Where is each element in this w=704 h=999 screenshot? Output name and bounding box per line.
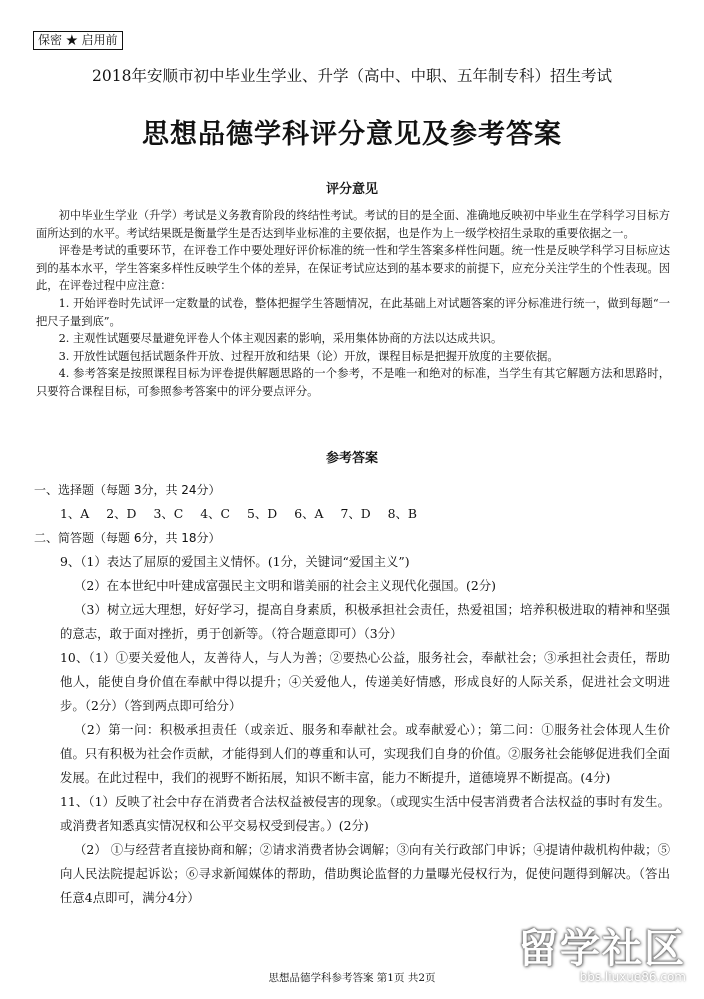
- answers-section: [34, 478, 670, 910]
- answer-q10-part1: 10、（1）①要关爱他人，友善待人，与人为善；②要热心公益，服务社会，奉献社会；③承担社会责任，帮助他人，能使自身价值在奉献中得以提升；④关爱他人，传递美好情感，形成良好的人际关系，促进社会文明进步。（2分）（答到两点即可给分）: [60, 650, 670, 713]
- criteria-item: 2. 主观性试题要尽量避免评卷人个体主观因素的影响，采用集体协商的方法以达成共识。: [58, 332, 503, 346]
- choice-answer: 8、B: [387, 506, 418, 521]
- criteria-paragraph: 初中毕业生学业（升学）考试是义务教育阶段的终结性考试。考试的目的是全面、准确地反映初中毕业生在学科学习目标方面所达到的水平。考试结果既是衡量学生是否达到毕业标准的主要依据，也是作为上一级学校招生录取的重要依据之一。: [36, 209, 670, 240]
- criteria-paragraph: 评卷是考试的重要环节，在评卷工作中要处理好评价标准的统一性和学生答案多样性问题。统一性是反映学科学习目标应达到的基本水平，学生答案多样性反映学生个体的差异，在保证考试应达到的基本要求的前提下，应充分关注学生的个性表现。因此，在评卷过程中应注意：: [36, 244, 670, 293]
- page-footer: 思想品德学科参考答案 第1页 共2页: [268, 972, 436, 984]
- answer-q11-part2: （2） ①与经营者直接协商和解；②请求消费者协会调解；③向有关行政部门申诉；④提请仲裁机构仲裁；⑤向人民法院提起诉讼；⑥寻求新闻媒体的帮助，借助舆论监督的力量曝光侵权行为，促使问题得到解决。（答出任意4点即可，满分4分）: [60, 842, 670, 905]
- section-heading: 二、简答题（每题 6分，共 18分）: [34, 531, 221, 545]
- choice-answer: 1、A: [60, 506, 90, 521]
- watermark-url: bbs.liuxue86.com: [579, 970, 686, 984]
- choice-answer: 7、D: [340, 506, 371, 521]
- choice-answer: 3、C: [153, 506, 184, 521]
- criteria-item: 4. 参考答案是按照课程目标为评卷提供解题思路的一个参考，不是唯一和绝对的标准，当学生有其它解题方法和思路时，只要符合课程目标，可参照参考答案中的评分要点评分。: [36, 367, 670, 398]
- choice-answers: [34, 502, 670, 526]
- watermark-logo: [518, 928, 686, 984]
- choice-answer: 2、D: [106, 506, 137, 521]
- answer-q9-part1: 9、（1）表达了屈原的爱国主义情怀。(1分，关键词“爱国主义”): [60, 554, 410, 569]
- page-title: 思想品德学科评分意见及参考答案: [142, 119, 562, 150]
- watermark-logo-text: 留学社区: [518, 926, 686, 972]
- answer-q10-part2: （2）第一问：积极承担责任（或亲近、服务和奉献社会。或奉献爱心）；第二问：①服务社会体现人生价值。只有积极为社会作贡献，才能得到人们的尊重和认可，实现我们自身的价值。②服务社会能够促进我们全面发展。在此过程中，我们的视野不断拓展，知识不断丰富，能力不断提升，道德境界不断提高。(4分): [60, 722, 670, 785]
- answer-q9-part2: （2）在本世纪中叶建成富强民主文明和谐美丽的社会主义现代化强国。(2分): [74, 578, 496, 593]
- criteria-section: [36, 207, 670, 401]
- criteria-item: 1. 开始评卷时先试评一定数量的试卷，整体把握学生答题情况，在此基础上对试题答案的评分标准进行统一，做到每题“一把尺子量到底”。: [36, 296, 670, 328]
- exam-title: 2018年安顺市初中毕业生学业、升学（高中、中职、五年制专科）招生考试: [92, 67, 612, 85]
- answers-heading: 参考答案: [325, 451, 378, 466]
- answer-q11-part1: 11、（1）反映了社会中存在消费者合法权益被侵害的现象。（或现实生活中侵害消费者合法权益的事时有发生。或消费者知悉真实情况权和公平交易权受到侵害。）(2分): [60, 794, 670, 833]
- answer-q9-part3: （3）树立远大理想，好好学习，提高自身素质，积极承担社会责任，热爱祖国；培养积极进取的精神和坚强的意志，敢于面对挫折，勇于创新等。（符合题意即可）（3分）: [60, 602, 670, 641]
- confidential-label: 保密 ★ 启用前: [33, 31, 123, 50]
- choice-answer: 6、A: [294, 506, 324, 521]
- section-heading: 一、选择题（每题 3分，共 24分）: [34, 483, 221, 497]
- choice-answer: 4、C: [200, 506, 230, 521]
- choice-answer: 5、D: [246, 506, 278, 521]
- criteria-item: 3. 开放性试题包括试题条件开放、过程开放和结果（论）开放，课程目标是把握开放度的主要依据。: [58, 349, 559, 363]
- criteria-heading: 评分意见: [325, 182, 378, 197]
